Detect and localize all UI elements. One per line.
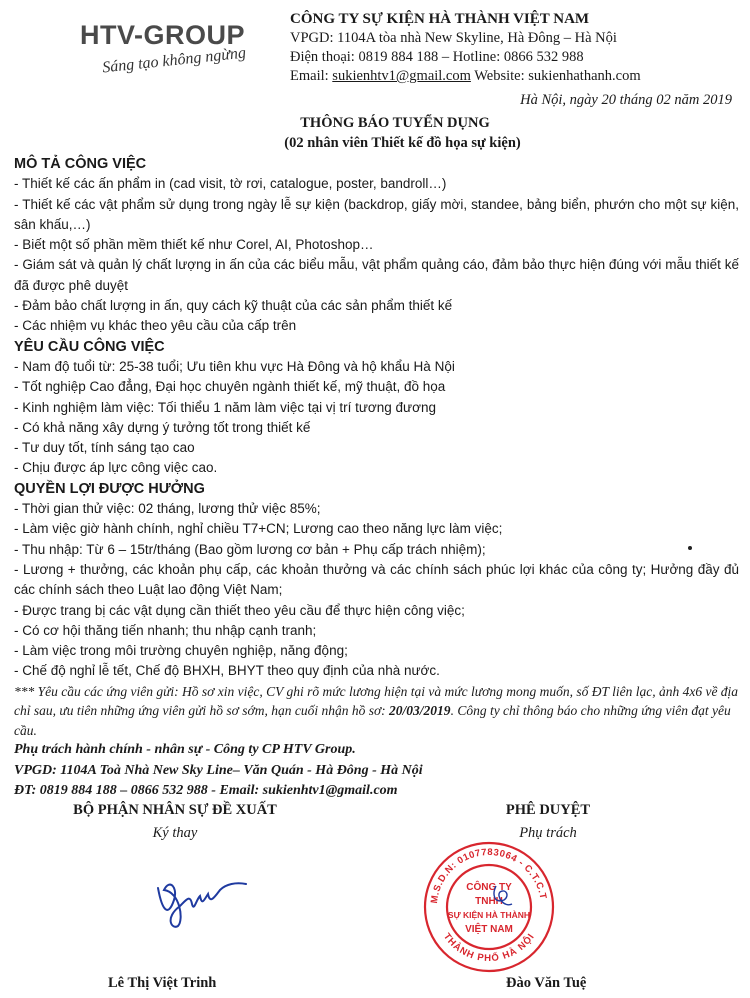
signature-heading-right: PHÊ DUYỆT xyxy=(505,802,591,818)
svg-text:TNHH: TNHH xyxy=(475,896,503,907)
list-item: - Thu nhập: Từ 6 – 15tr/tháng (Bao gồm lương cơ bản + Phụ cấp trách nhiệm); xyxy=(14,541,486,557)
signature-block-right xyxy=(448,802,648,842)
website-text: Website: sukienhathanh.com xyxy=(470,68,641,84)
svg-text:SỰ KIỆN HÀ THÀNH: SỰ KIỆN HÀ THÀNH xyxy=(447,910,531,920)
list-item: - Giám sát và quản lý chất lượng in ấn của các biểu mẫu, vật phẩm quảng cáo, đảm bảo thực hiện đúng với mẫu thiết kế đã được phê duyệt xyxy=(14,257,739,293)
signature-sub-left: Ký thay xyxy=(152,825,198,841)
list-item: - Làm việc trong môi trường chuyên nghiệp, năng động; xyxy=(14,643,348,659)
list-item: - Nam độ tuổi từ: 25-38 tuổi; Ưu tiên khu vực Hà Đông và hộ khẩu Hà Nội xyxy=(14,358,455,374)
letterhead xyxy=(0,0,750,88)
list-item: - Đảm bảo chất lượng in ấn, quy cách kỹ thuật của các sản phẩm thiết kế xyxy=(14,298,453,314)
list-item: - Làm việc giờ hành chính, nghỉ chiều T7+CN; Lương cao theo năng lực làm việc; xyxy=(14,521,503,537)
application-note xyxy=(14,682,739,741)
document-body xyxy=(14,154,739,801)
list-item: - Kinh nghiệm làm việc: Tối thiểu 1 năm làm việc tại vị trí tương đương xyxy=(14,399,436,415)
section-heading-benefits: QUYỀN LỢI ĐƯỢC HƯỞNG xyxy=(14,480,205,497)
signature-block-left xyxy=(70,802,280,842)
signature-sub-right: Phụ trách xyxy=(519,825,577,841)
note-text: *** Yêu cầu các ứng viên gửi: Hồ sơ xin việc, CV ghi rõ mức lương hiện tại và mức lương mong muốn, số ĐT liên lạc, ảnh 4x6 về địa chỉ sau, ưu tiên những ứng viên gửi hồ sơ sớm, hạn cuối nhận hồ sơ: xyxy=(14,683,739,719)
handwritten-signature xyxy=(150,870,250,930)
svg-text:VIỆT NAM: VIỆT NAM xyxy=(465,924,513,935)
contact-phone-email: ĐT: 0819 884 188 – 0866 532 988 - Email: sukienhtv1@gmail.com xyxy=(14,782,398,798)
list-item: - Chịu được áp lực công việc cao. xyxy=(14,460,218,476)
list-item: - Tư duy tốt, tính sáng tạo cao xyxy=(14,440,195,456)
title-sub: (02 nhân viên Thiết kế đồ họa sự kiện) xyxy=(284,135,521,151)
title-main: THÔNG BÁO TUYỂN DỤNG xyxy=(300,115,490,131)
signer-name-left: Lê Thị Việt Trinh xyxy=(108,975,217,991)
list-item: - Các nhiệm vụ khác theo yêu cầu của cấp trên xyxy=(14,318,297,334)
list-item: - Được trang bị các vật dụng cần thiết theo yêu cầu để thực hiện công việc; xyxy=(14,602,465,618)
svg-text:THÀNH PHỐ HÀ NỘI: THÀNH PHỐ HÀ NỘI xyxy=(440,931,538,965)
note-text-end: . Công ty chỉ thông báo cho những ứng viên đạt yêu cầu. xyxy=(14,703,731,738)
contact-office: VPGD: 1104A Toà Nhà New Sky Line– Văn Quán - Hà Đông - Hà Nội xyxy=(14,762,423,778)
company-stamp xyxy=(422,840,556,974)
contact-person: Phụ trách hành chính - nhân sự - Công ty CP HTV Group. xyxy=(14,742,356,758)
list-item: - Thiết kế các vật phẩm sử dụng trong ngày lễ sự kiện (backdrop, giấy mời, standee, bảng biển, phướn cho một sự kiện, sân khấu,…) xyxy=(14,196,739,232)
svg-text:M.S.D.N: 0107783064 - C.T.C.T: M.S.D.N: 0107783064 - C.T.C.T xyxy=(429,846,549,905)
list-item: - Chế độ nghỉ lễ tết, Chế độ BHXH, BHYT theo quy định của nhà nước. xyxy=(14,663,440,679)
ink-dot xyxy=(688,546,692,550)
list-item: - Thời gian thử việc: 02 tháng, lương thử việc 85%; xyxy=(14,501,321,517)
list-item: - Biết một số phần mềm thiết kế như Corel, AI, Photoshop… xyxy=(14,237,374,253)
company-name: CÔNG TY SỰ KIỆN HÀ THÀNH VIỆT NAM xyxy=(290,11,590,27)
section-heading-description: MÔ TẢ CÔNG VIỆC xyxy=(14,156,147,172)
company-contact xyxy=(290,67,641,86)
company-info xyxy=(290,10,641,86)
company-address: VPGD: 1104A tòa nhà New Skyline, Hà Đông – Hà Nội xyxy=(290,30,617,46)
logo-text: HTV-GROUP xyxy=(80,20,246,50)
note-deadline: 20/03/2019 xyxy=(389,703,451,719)
list-item: - Lương + thưởng, các khoản phụ cấp, các khoản thưởng và các chính sách phúc lợi khác của công ty; Hưởng đầy đủ các chính sách theo Luật lao động Việt Nam; xyxy=(14,561,739,598)
company-logo xyxy=(80,20,247,77)
list-item: - Tốt nghiệp Cao đẳng, Đại học chuyên ngành thiết kế, mỹ thuật, đồ họa xyxy=(14,379,446,395)
list-item: - Thiết kế các ấn phẩm in (cad visit, tờ rơi, catalogue, poster, bandroll…) xyxy=(14,176,447,192)
company-phone: Điện thoại: 0819 884 188 – Hotline: 0866 532 988 xyxy=(290,49,584,65)
list-item: - Có khả năng xây dựng ý tưởng tốt trong thiết kế xyxy=(14,419,311,435)
section-heading-requirements: YÊU CẦU CÔNG VIỆC xyxy=(14,338,165,355)
signer-name-right: Đào Văn Tuệ xyxy=(506,975,587,991)
list-item: - Có cơ hội thăng tiến nhanh; thu nhập cạnh tranh; xyxy=(14,622,317,638)
signature-heading-left: BỘ PHẬN NHÂN SỰ ĐỀ XUẤT xyxy=(73,802,277,818)
logo-slogan: Sáng tạo không ngừng xyxy=(101,44,247,77)
svg-text:CÔNG TY: CÔNG TY xyxy=(466,882,512,893)
document-date: Hà Nội, ngày 20 tháng 02 năm 2019 xyxy=(520,92,732,108)
document-title xyxy=(0,113,750,153)
email-label: Email: xyxy=(290,68,333,84)
email-link[interactable]: sukienhtv1@gmail.com xyxy=(332,68,471,84)
